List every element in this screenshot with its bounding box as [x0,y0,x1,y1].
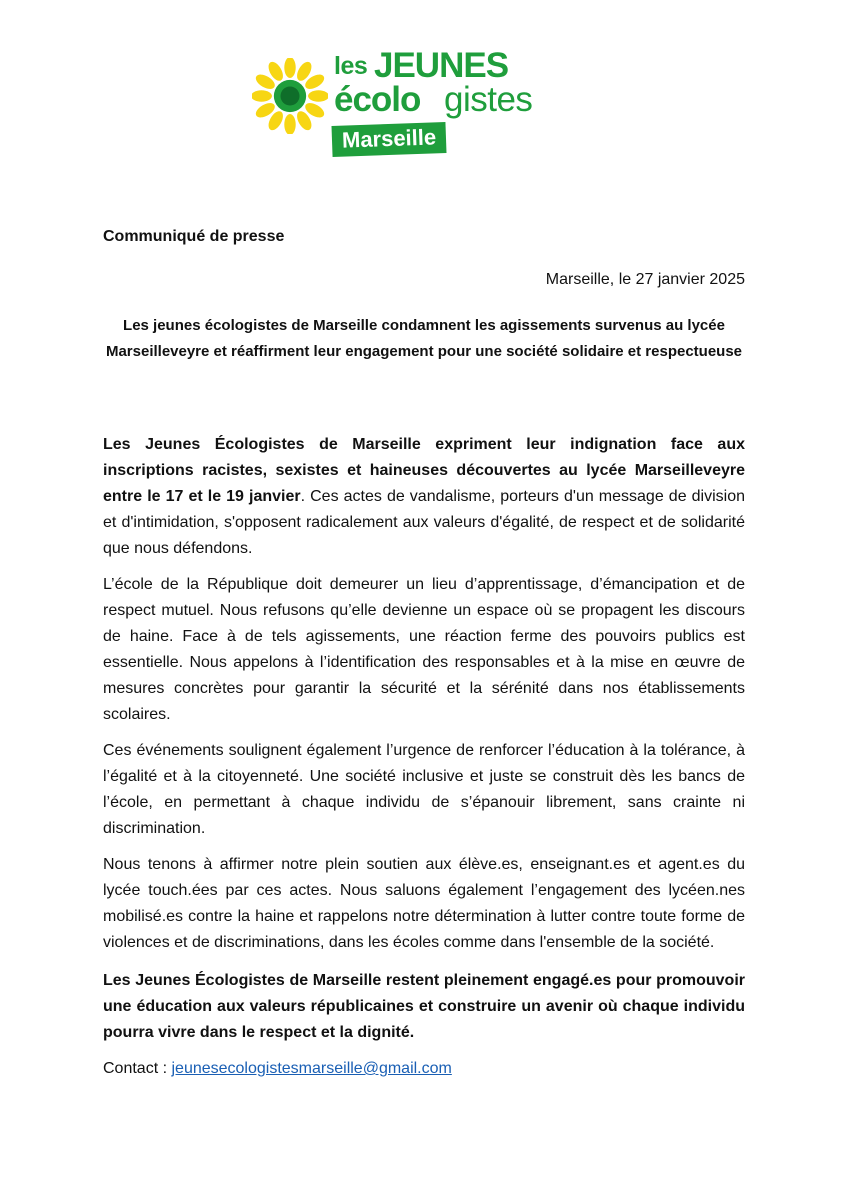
dateline: Marseille, le 27 janvier 2025 [545,271,745,288]
contact-label: Contact : [103,1060,172,1077]
logo-city-badge: Marseille [331,122,446,157]
paragraph-4: Nous tenons à affirmer notre plein soutien aux élève.es, enseignant.es et agent.es du lycée touch.ées par ces actes. Nous saluons également l’engagement des lycéen.nes mobilisé.es contre la haine et rappelons notre détermination à lutter contre toute forme de violences et de discriminations, dans les écoles comme dans l'ensemble de la société. [103,856,745,951]
paragraph-3: Ces événements soulignent également l’urgence de renforcer l’éducation à la tolérance, à l’égalité et à la citoyenneté. Une société inclusive et juste se construit dès les bancs de l’école, en permettant à chaque individu de s’épanouir librement, sans crainte ni discrimination. [103,742,745,837]
contact-email-link[interactable]: jeunesecologistesmarseille@gmail.com [171,1060,452,1077]
paragraph-1-rest: . Ces actes de vandalisme, porteurs d'un message de division et d'intimidation, s'opposent radicalement aux valeurs d'égalité, de respect et de solidarité que nous défendons. [103,488,746,557]
document-heading: Communiqué de presse [103,228,285,245]
contact-line [103,1060,452,1078]
paragraph-1 [103,432,745,562]
paragraph-5: Les Jeunes Écologistes de Marseille restent pleinement engagé.es pour promouvoir une éducation aux valeurs républicaines et construire un avenir où chaque individu pourra vivre dans le respect et la dignité. [103,972,745,1041]
logo-gistes: gistes [444,80,533,119]
paragraph-1-bold: Les Jeunes Écologistes de Marseille expriment leur indignation face aux inscriptions racistes, sexistes et haineuses découvertes au lycée Marseilleveyre entre le 17 et le 19 janvier [103,436,745,505]
press-release-title: Les jeunes écologistes de Marseille condamnent les agissements survenus au lycée Marseilleveyre et réaffirment leur engagement pour une société solidaire et respectueuse [105,317,743,360]
logo-ecolo: écolo [334,80,421,119]
paragraph-2: L’école de la République doit demeurer un lieu d’apprentissage, d’émancipation et de respect mutuel. Nous refusons qu’elle devienne un espace où se propagent les discours de haine. Face à de tels agissements, une réaction ferme des pouvoirs publics est essentielle. Nous appelons à l’identification des responsables et à la mise en œuvre de mesures concrètes pour garantir la sécurité et la sérénité dans nos établissements scolaires. [103,576,745,723]
sunflower-icon [252,58,328,134]
organization-logo [252,46,602,162]
logo-jeunes: JEUNES [374,46,509,85]
logo-les: les [334,52,368,80]
